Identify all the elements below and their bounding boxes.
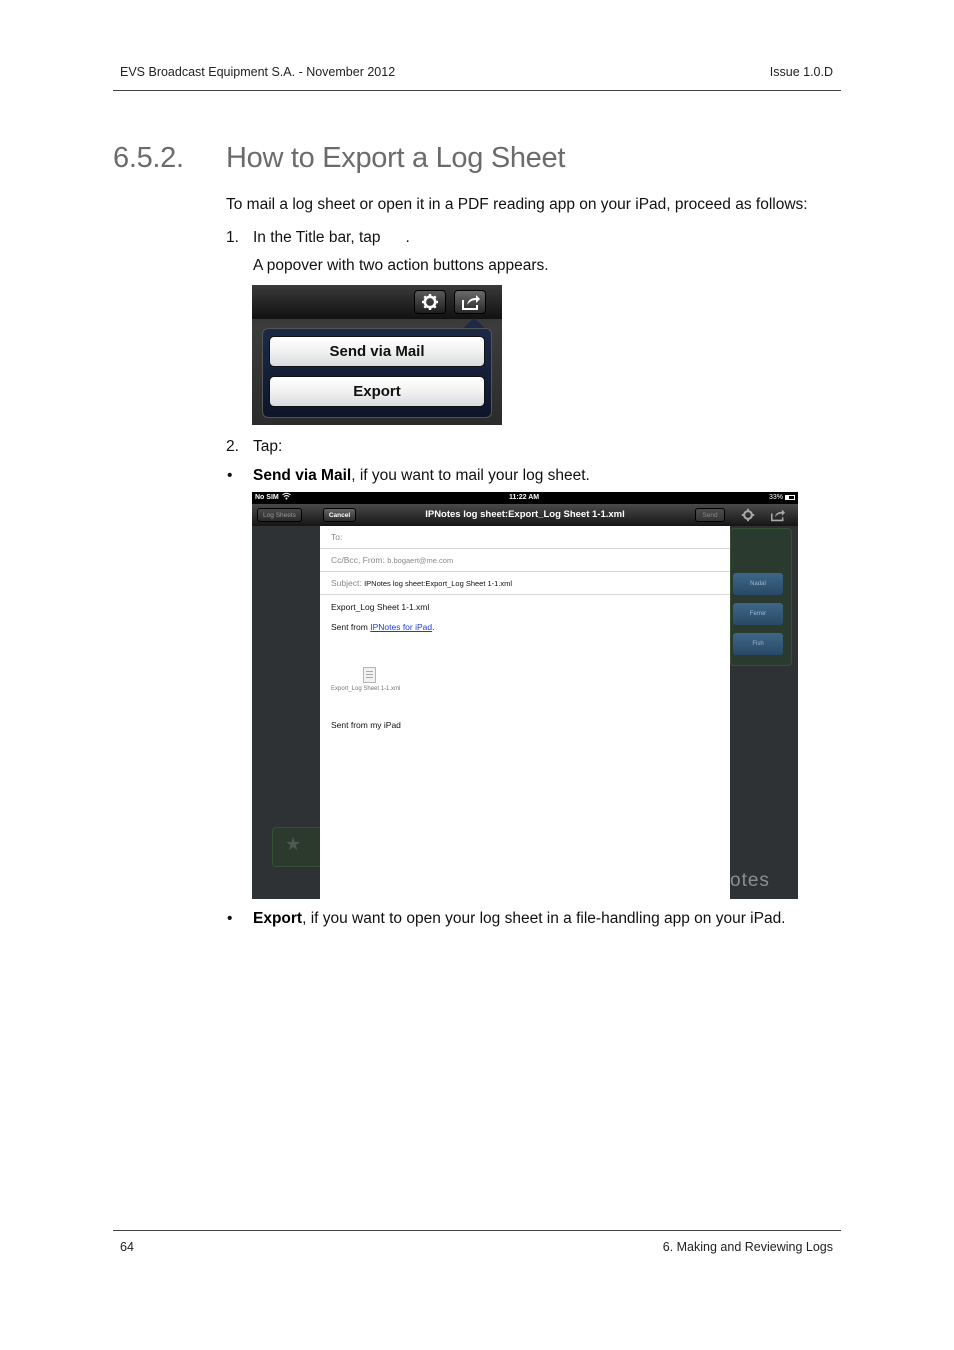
background-logo-text: otes <box>730 870 770 891</box>
send-button[interactable]: Send <box>695 508 725 522</box>
step2-number: 2. <box>226 438 239 455</box>
subject-value: IPNotes log sheet:Export_Log Sheet 1-1.xml <box>364 579 513 588</box>
cc-bcc-from-field[interactable] <box>320 549 730 572</box>
log-sheets-back-button[interactable]: Log Sheets <box>257 508 302 522</box>
cancel-button[interactable]: Cancel <box>323 508 356 522</box>
intro-paragraph: To mail a log sheet or open it in a PDF reading app on your iPad, proceed as follows: <box>226 196 808 213</box>
footer-rule <box>113 1230 841 1231</box>
player-button-3: Fish <box>733 633 783 655</box>
status-time: 11:22 AM <box>509 494 540 501</box>
popover-panel <box>262 328 492 418</box>
popover-screenshot <box>252 285 502 425</box>
gear-icon <box>421 293 439 311</box>
attachment-file-icon[interactable] <box>363 667 376 683</box>
signature: Sent from my iPad <box>331 720 401 730</box>
background-rating-panel <box>272 827 324 867</box>
step1-result: A popover with two action buttons appears. <box>253 257 549 274</box>
bullet1-mark: • <box>227 467 233 484</box>
mail-compose-sheet <box>320 526 730 899</box>
bullet1-text <box>253 467 590 485</box>
cc-bcc-from-label: Cc/Bcc, From: <box>331 555 385 565</box>
status-bar <box>252 492 798 504</box>
step1-text-after: . <box>405 229 410 246</box>
footer-page-number: 64 <box>120 1240 134 1254</box>
share-icon <box>461 293 481 311</box>
from-value: b.bogaert@me.com <box>387 556 454 565</box>
bullet2-mark: • <box>227 910 233 927</box>
mail-title: IPNotes log sheet:Export_Log Sheet 1-1.xml <box>425 509 625 520</box>
step1-number: 1. <box>226 229 239 246</box>
body-sent-suffix: . <box>432 622 435 632</box>
mail-title-bar <box>252 504 798 526</box>
body-sent-prefix: Sent from <box>331 622 371 632</box>
to-label: To: <box>331 532 343 542</box>
step1-text <box>253 229 410 247</box>
star-icon: ★ <box>285 834 302 854</box>
bullet1-rest: , if you want to mail your log sheet. <box>351 467 590 484</box>
body-sent-from <box>331 622 434 632</box>
settings-gear-icon[interactable] <box>741 508 755 527</box>
header-rule <box>113 90 841 91</box>
step2-text: Tap: <box>253 438 283 455</box>
status-carrier: No SIM <box>255 494 279 501</box>
send-via-mail-button[interactable]: Send via Mail <box>269 336 485 367</box>
bullet1-bold: Send via Mail <box>253 467 352 484</box>
background-player-panel <box>730 528 792 666</box>
to-field[interactable] <box>320 526 730 549</box>
section-title: How to Export a Log Sheet <box>226 142 566 174</box>
body-filename: Export_Log Sheet 1-1.xml <box>331 602 430 612</box>
player-button-1: Nadal <box>733 573 783 595</box>
settings-button[interactable] <box>414 290 446 314</box>
subject-field[interactable] <box>320 572 730 595</box>
player-button-2: Ferrer <box>733 603 783 625</box>
share-button[interactable] <box>454 290 486 314</box>
battery-icon <box>785 495 795 500</box>
header-left: EVS Broadcast Equipment S.A. - November 2012 <box>120 65 396 79</box>
ipnotes-link[interactable]: IPNotes for iPad <box>370 622 433 632</box>
status-battery: 33% <box>769 494 784 501</box>
bullet2-rest: , if you want to open your log sheet in a file-handling app on your iPad. <box>302 910 786 927</box>
bullet2-text <box>253 910 786 928</box>
attachment-name: Export_Log Sheet 1-1.xml <box>331 686 401 692</box>
section-number: 6.5.2. <box>113 142 184 174</box>
subject-label: Subject: <box>331 578 362 588</box>
mail-screenshot <box>252 492 798 899</box>
bullet2-bold: Export <box>253 910 303 927</box>
footer-chapter: 6. Making and Reviewing Logs <box>662 1240 833 1254</box>
step1-text-before: In the Title bar, tap <box>253 229 381 246</box>
export-button[interactable]: Export <box>269 376 485 407</box>
header-right: Issue 1.0.D <box>769 65 833 79</box>
share-icon[interactable] <box>770 508 786 527</box>
